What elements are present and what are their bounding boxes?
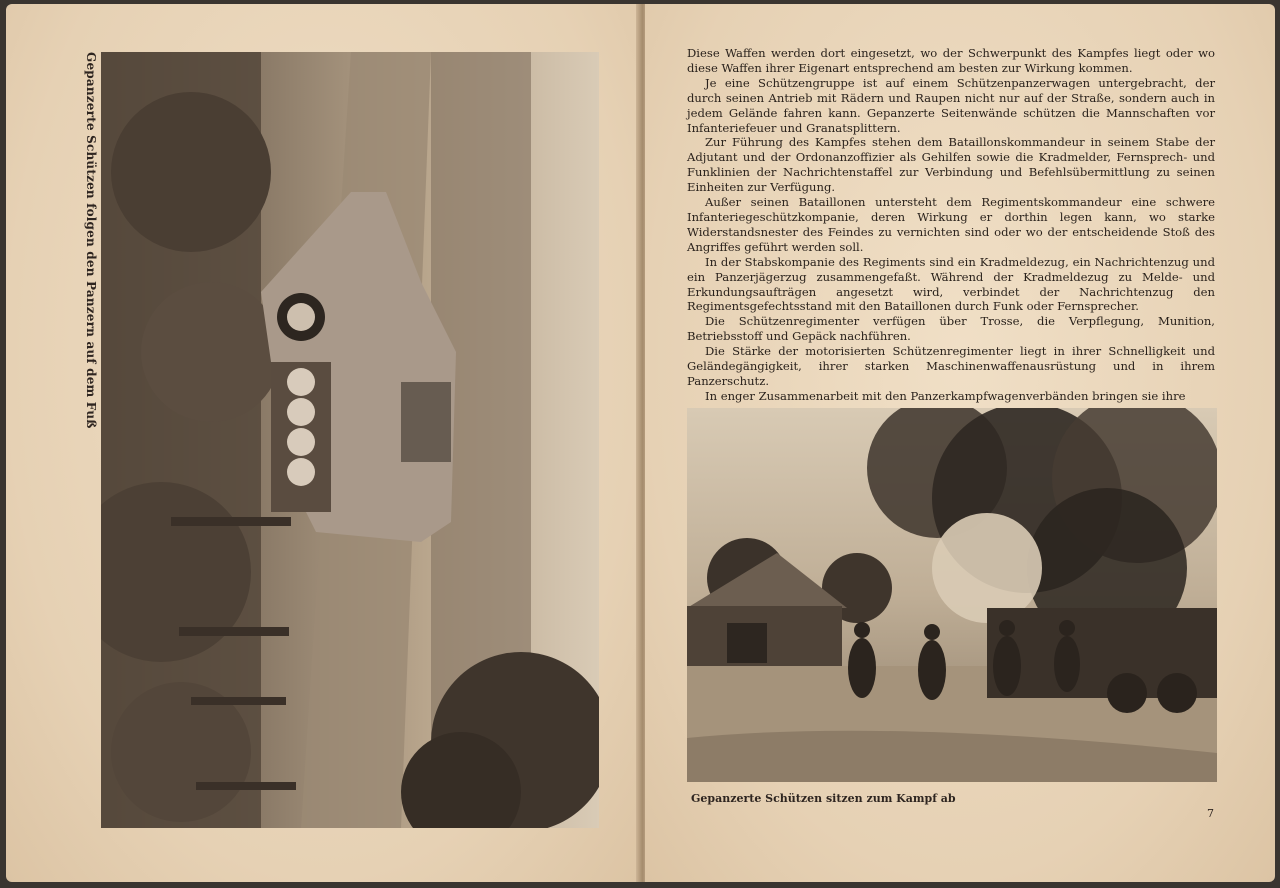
paragraph: Je eine Schützengruppe ist auf einem Schützenpanzerwagen untergebracht, der durch seinen Antrieb mit Rädern und Raupen nicht nur auf der Straße, sondern auch in jedem Gelände fahren kann. Gepanzerte Seitenwände schützen die Mannschaften vor Infanteriefeuer und Granatsplittern.: [687, 75, 1215, 135]
paragraph: Die Schützenregimenter verfügen über Trosse, die Verpflegung, Munition, Betriebsstoff und Gepäck nachführen.: [687, 314, 1215, 344]
soldiers-photo-image: [687, 408, 1217, 782]
left-page: [6, 4, 640, 882]
paragraph: Diese Waffen werden dort eingesetzt, wo der Schwerpunkt des Kampfes liegt oder wo diese Waffen ihrer Eigenart entsprechend am besten zur Wirkung kommen.: [687, 46, 1215, 75]
paragraph: Zur Führung des Kampfes stehen dem Bataillonskommandeur in seinem Stabe der Adjutant und der Ordonanzoffizier als Gehilfen sowie die Kradmelder, Fernsprech- und Funklinien der Nachrichtenstaffel zur Verbindung und Befehlsübermittlung zu seinen Einheiten zur Verfügung.: [687, 135, 1215, 195]
right-photo-caption: Gepanzerte Schützen sitzen zum Kampf ab: [691, 792, 956, 805]
paragraph: In der Stabskompanie des Regiments sind ein Kradmeldezug, ein Nachrichtenzug und ein Panzerjägerzug zusammengefaßt. Während der Kradmeldezug zu Melde- und Erkundungsaufträgen angesetzt wird, verbindet der Nachrichtenzug den Regimentsgefechtsstand mit den Bataillonen durch Funk oder Fernsprecher.: [687, 254, 1215, 314]
left-photo-caption: Gepanzerte Schützen folgen den Panzern auf dem Fuß: [84, 52, 98, 429]
paragraph: In enger Zusammenarbeit mit den Panzerkampfwagenverbänden bringen sie ihre: [705, 388, 1186, 403]
body-text: [687, 46, 1215, 404]
soldiers-photo: [687, 408, 1217, 782]
paragraph: Außer seinen Bataillonen untersteht dem Regimentskommandeur eine schwere Infanteriegeschützkompanie, deren Wirkung er dorthin legen kann, wo starke Widerstandsnester des Feindes zu vernichten sind oder wo der entscheidende Stoß des Angriffes geführt werden soll.: [687, 195, 1215, 254]
halftrack-photo: [101, 52, 599, 828]
paragraph: Die Stärke der motorisierten Schützenregimenter liegt in ihrer Schnelligkeit und Geländegängigkeit, ihrer starken Maschinenwaffenausrüstung und in ihrem Panzerschutz.: [687, 344, 1215, 388]
halftrack-photo-image: [101, 52, 599, 828]
right-page: [645, 4, 1275, 882]
page-number: 7: [1207, 807, 1214, 820]
